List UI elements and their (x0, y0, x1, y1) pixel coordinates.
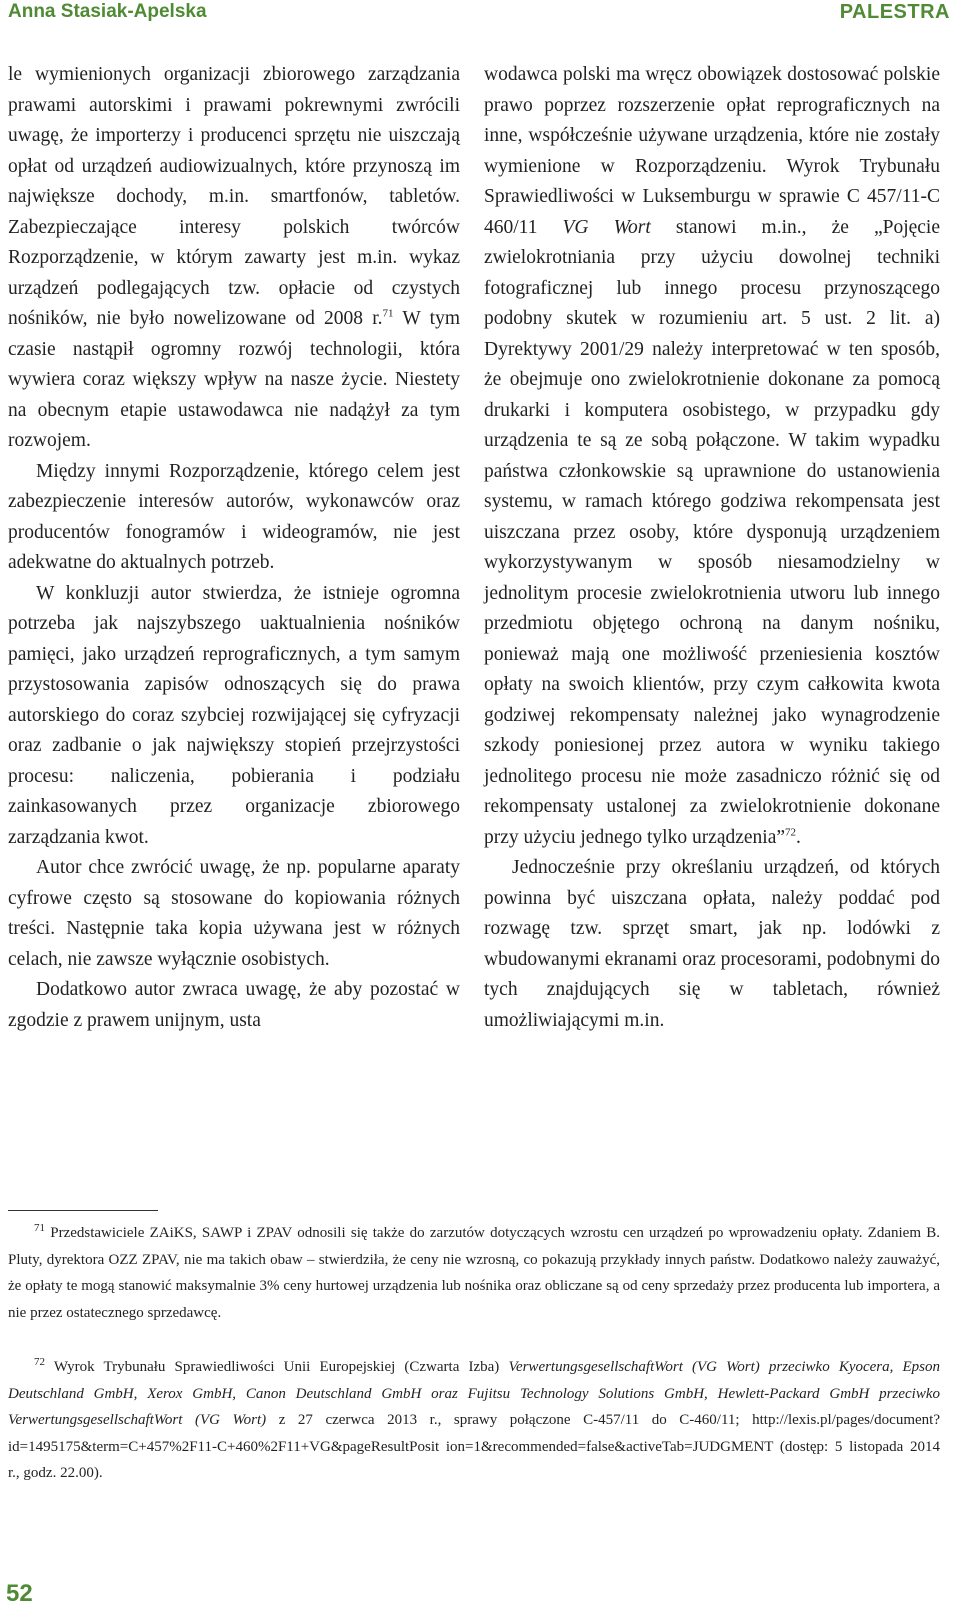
running-header-journal: PALESTRA (839, 1, 950, 23)
paragraph: Dodatkowo autor zwraca uwagę, że aby pozostać w zgodzie z prawem unijnym, usta (8, 979, 460, 1031)
paragraph-text: le wymienionych organizacji zbiorowego zarządzania prawami autorskimi i prawami pokrewnymi zwrócili uwagę, że importerzy i producenci sprzętu nie uiszczają opłat od urządzeń audiowizualnych, które przynoszą im największe dochody, m.in. smartfonów, tabletów. Zabezpieczające interesy polskich twórców Rozporządzenie, w którym zawarty jest m.in. wykaz urządzeń podlegających tzw. opłacie od czystych nośników, nie było nowelizowane od 2008 r. (8, 64, 460, 329)
page-number: 52 (6, 1580, 33, 1607)
right-column (484, 60, 940, 1036)
paragraph: Autor chce zwrócić uwagę, że np. popularne aparaty cyfrowe często są stosowane do kopiowania różnych treści. Następnie taka kopia używana jest w różnych celach, nie zawsze wyłącznie osobistych. (8, 857, 460, 970)
paragraph-text: wodawca polski ma wręcz obowiązek dostosować polskie prawo poprzez rozszerzenie opłat reprograficznych na inne, współcześnie używane urządzenia, które nie zostały wymienione w Rozporządzeniu. Wyrok Trybunału Sprawiedliwości w Luksemburgu w sprawie C 457/11-C 460/11 (484, 64, 940, 238)
running-header-author: Anna Stasiak-Apelska (8, 1, 207, 22)
footnote-71 (8, 1220, 940, 1326)
footnote-separator (8, 1210, 158, 1211)
footnote-number: 72 (34, 1356, 45, 1368)
footnote-text: z 27 czerwca 2013 r., sprawy połączone C-457/11 do C-460/11; http://lexis.pl/pages/document?id=1495175&term=C+457%2F11-C+460%2F11+VG&pageResultPosit ion=1&recommended=false&activeTab=JUDGMENT (dostęp: 5 listopada 2014 r., godz. 22.00). (8, 1412, 940, 1481)
footnote-number: 71 (34, 1222, 45, 1234)
footnote-text: Przedstawiciele ZAiKS, SAWP i ZPAV odnosili się także do zarzutów dotyczących wzrostu cen urządzeń po wprowadzeniu opłaty. Zdaniem B. Pluty, dyrektora OZZ ZPAV, nie ma takich obaw – stwierdziła, że ceny nie wzrosną, co pokazują przykłady innych państw. Dodatkowo należy zauważyć, że opłaty te mogą stanowić maksymalnie 3% ceny hurtowej urządzenia lub nośnika oraz obliczane są od ceny sprzedaży przez producenta lub importera, a nie przez ostatecznego sprzedawcę. (8, 1225, 940, 1321)
paragraph-text: . (796, 826, 801, 848)
footnote-ref[interactable]: 72 (785, 826, 797, 838)
case-name-italic: VG Wort (562, 216, 651, 238)
footnote-case-title: VerwertungsgesellschaftWort (VG Wort) przeciwko Kyocera, Epson Deutschland GmbH, Xerox GmbH, Canon Deutschland GmbH oraz Fujitsu Technology Solutions GmbH, Hewlett-Packard GmbH przeciwko VerwertungsgesellschaftWort (VG Wort) (8, 1359, 941, 1428)
footnote-72 (8, 1354, 940, 1487)
paragraph: Jednocześnie przy określaniu urządzeń, od których powinna być uiszczana opłata, należy poddać pod rozwagę tzw. sprzęt smart, jak np. lodówki z wbudowanymi ekranami oraz procesorami, podobnymi do tych znajdujących się w tabletach, również umożliwiającymi m.in. (484, 857, 940, 1031)
paragraph-text: stanowi m.in., że „Pojęcie zwielokrotniania przy użyciu dowolnej techniki fotograficznej lub innego procesu przynoszącego podobny skutek w rozumieniu art. 5 ust. 2 lit. a) Dyrektywy 2001/29 należy interpretować w ten sposób, że obejmuje ono zwielokrotnienie dokonane za pomocą drukarki i komputera osobistego, w przypadku gdy urządzenia te są ze sobą połączone. W takim wypadku państwa członkowskie są uprawnione do ustanowienia systemu, w ramach którego godziwa rekompensata jest uiszczana przez osoby, które dysponują urządzeniem wykorzystywanym w sposób niesamodzielny w jednolitym procesie zwielokrotnienia utworu lub innego przedmiotu objętego ochroną na danym nośniku, ponieważ mają one możliwość przeniesienia kosztów opłaty na swoich klientów, przy czym całkowita kwota godziwej rekompensaty należnej jako wynagrodzenie szkody poniesionej przez autora w wyniku takiego jednolitego procesu nie może zasadniczo różnić się od rekompensaty ustalonej za zwielokrotnienie dokonane przy użyciu jednego tylko urządzenia” (484, 216, 940, 848)
paragraph-text: W tym czasie nastąpił ogromny rozwój technologii, która wywiera coraz większy wpływ na nasze życie. Niestety na obecnym etapie ustawodawca nie nadążył za tym rozwojem. (8, 308, 460, 451)
paragraph (484, 60, 940, 853)
paragraph: W konkluzji autor stwierdza, że istnieje ogromna potrzeba jak najszybszego uaktualnienia nośników pamięci, jako urządzeń reprograficznych, a tym samym przystosowania zapisów odnoszących się do prawa autorskiego do coraz szybciej rozwijającej się cyfryzacji oraz zadbanie o jak największy stopień przejrzystości procesu: naliczenia, pobierania i podziału zainkasowanych przez organizacje zbiorowego zarządzania kwot. (8, 582, 460, 848)
left-column (8, 60, 460, 1036)
paragraph: Między innymi Rozporządzenie, którego celem jest zabezpieczenie interesów autorów, wykonawców oraz producentów fonogramów i wideogramów, nie jest adekwatne do aktualnych potrzeb. (8, 460, 460, 573)
footnote-ref[interactable]: 71 (382, 307, 394, 320)
footnote-text: Wyrok Trybunału Sprawiedliwości Unii Europejskiej (Czwarta Izba) (45, 1359, 509, 1375)
paragraph (8, 60, 460, 457)
